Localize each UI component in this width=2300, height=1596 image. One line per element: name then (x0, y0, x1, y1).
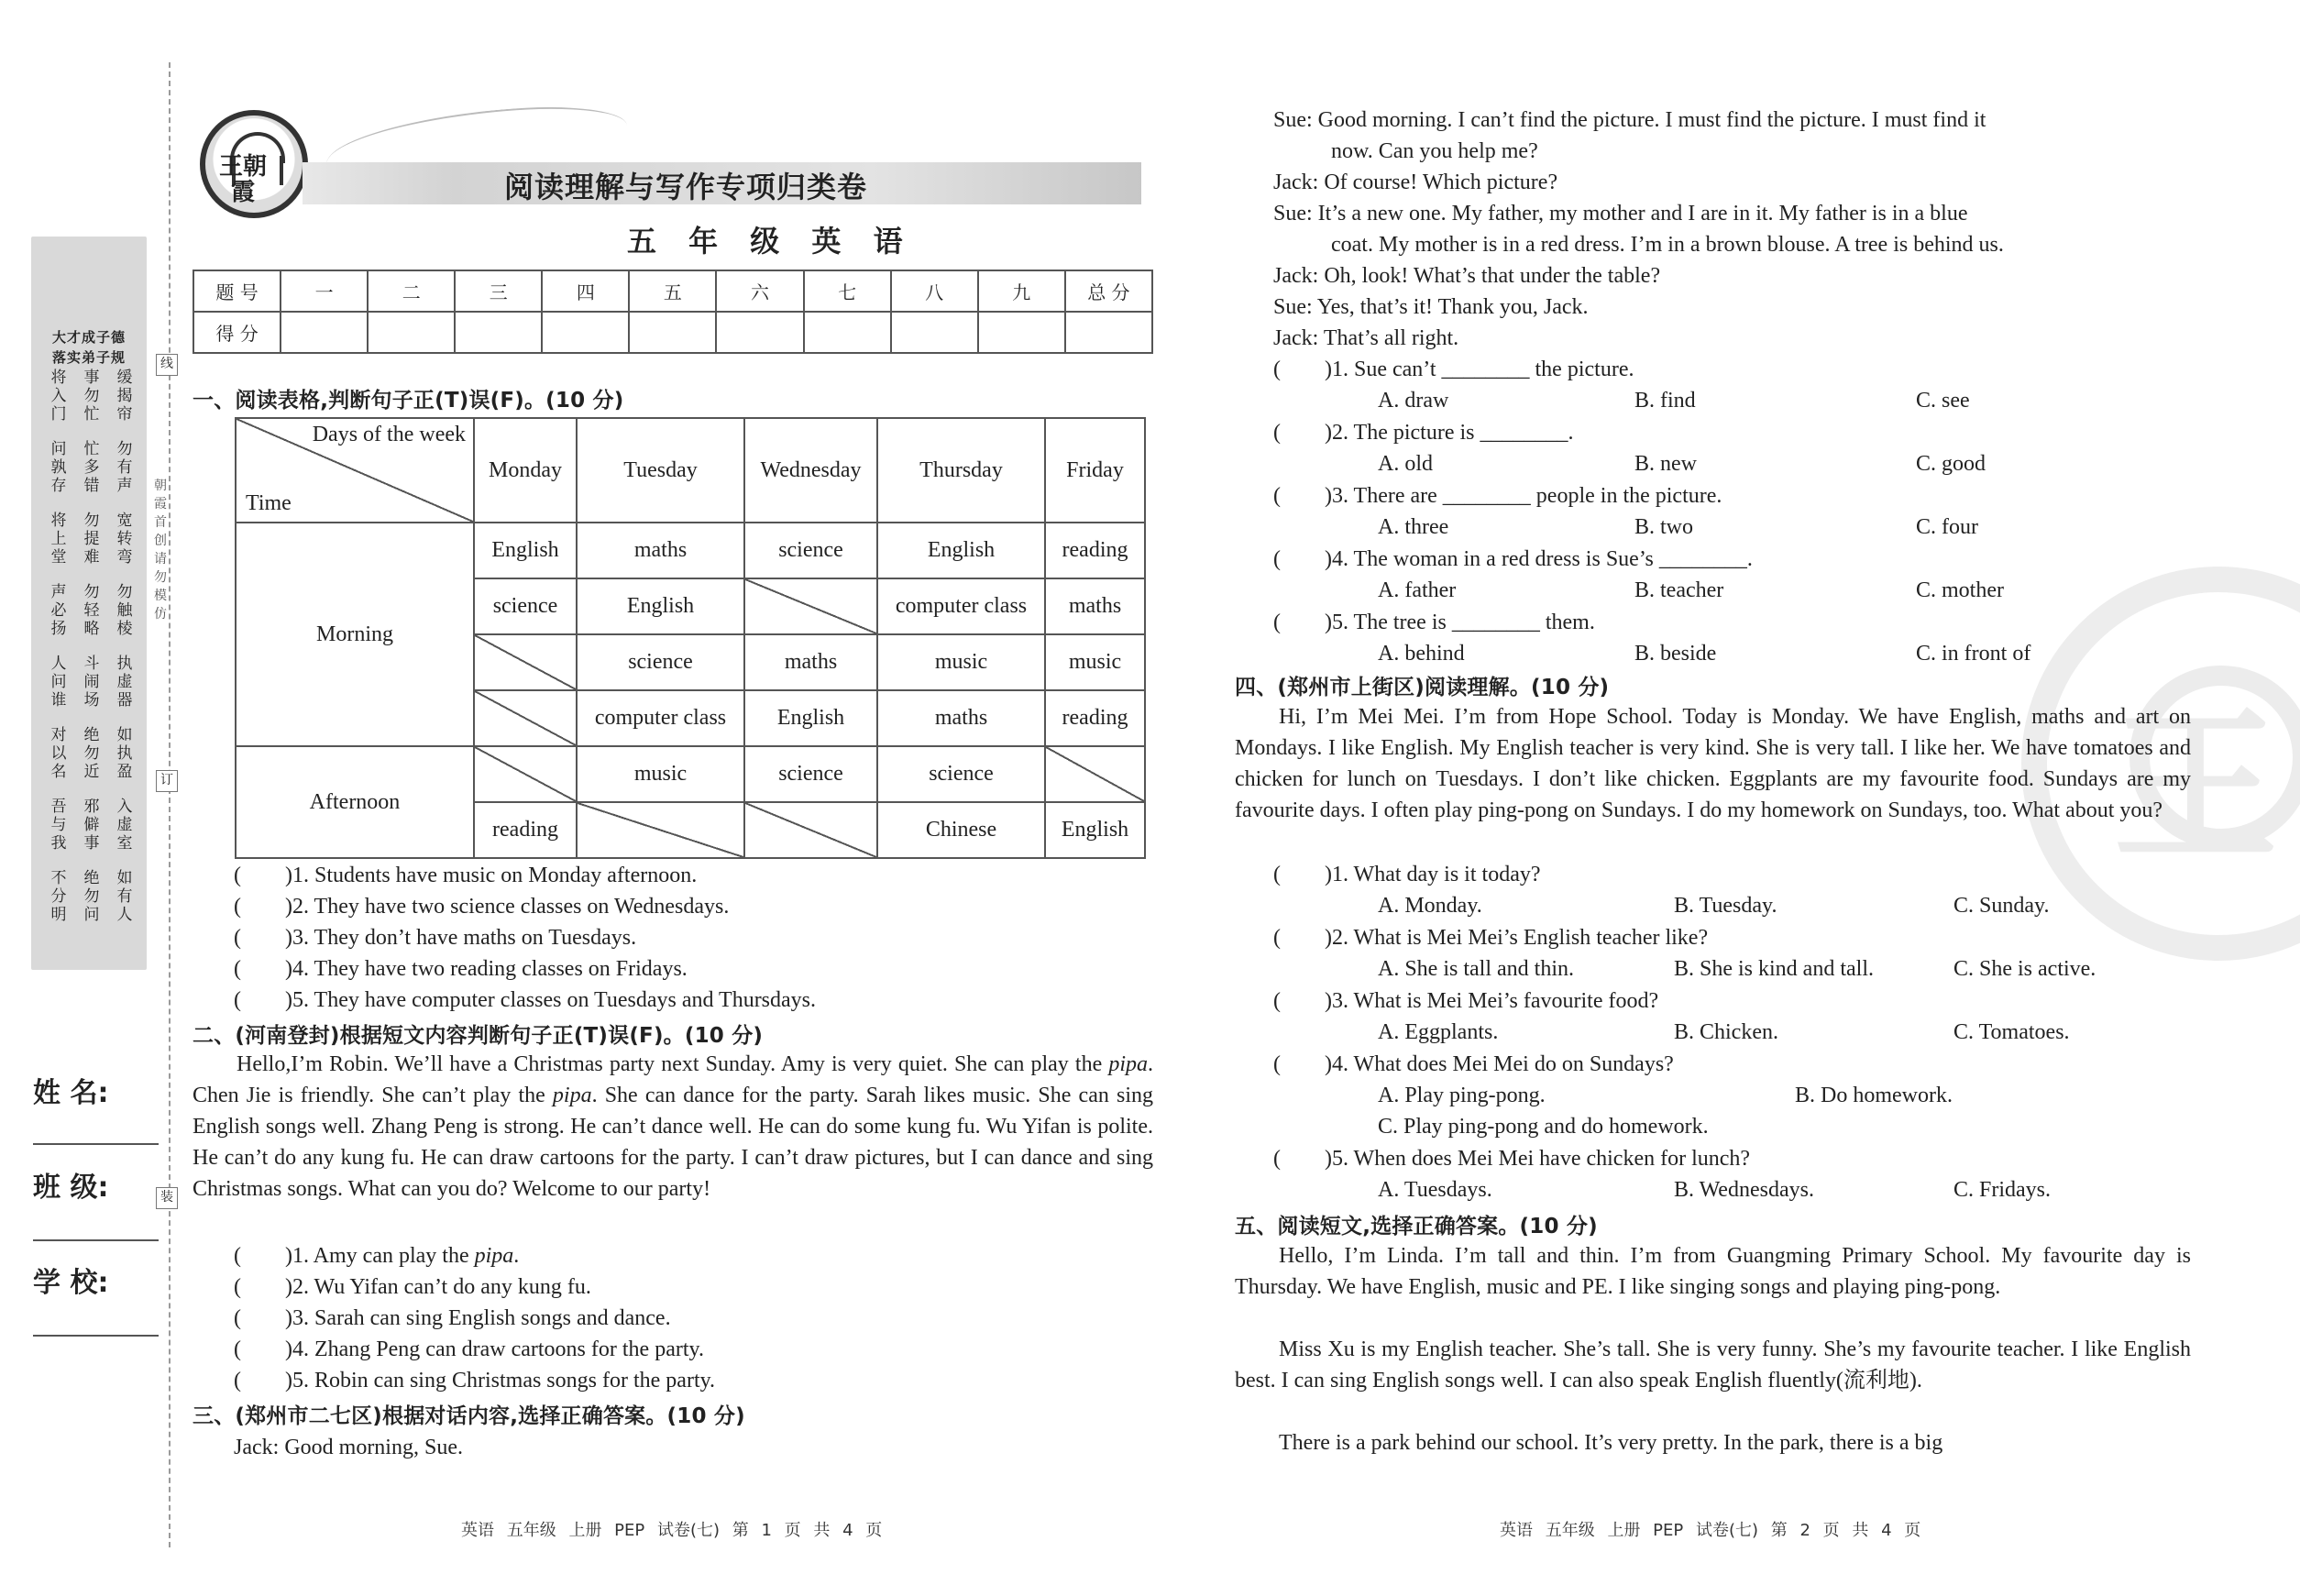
option: C. Fridays. (1953, 1178, 2052, 1202)
motto-character: 对 (50, 726, 67, 744)
motto-group (48, 798, 136, 853)
motto-character: 堂 (50, 548, 67, 567)
option: A. She is tall and thin. (1378, 957, 1574, 981)
score-column-header: 总 分 (1065, 270, 1152, 312)
option: A. Eggplants. (1378, 1020, 1499, 1044)
name-label: 姓 名: (33, 1077, 109, 1109)
motto-character: 器 (116, 691, 133, 710)
motto-character: 帘 (116, 405, 133, 424)
score-value-row (193, 312, 1152, 353)
motto-character: 存 (50, 477, 67, 495)
option: C. Play ping-pong and do homework. (1378, 1115, 1709, 1139)
motto-character: 室 (116, 834, 133, 853)
right-dialog-line-8: Jack: That’s all right. (1273, 326, 1459, 350)
section-2-title: 二、(河南登封)根据短文内容判断句子正(T)误(F)。(10 分) (193, 1024, 764, 1048)
brand-logo-text: 王朝霞 (218, 153, 267, 206)
right-dialog-line-3: Jack: Of course! Which picture? (1273, 171, 1558, 194)
motto-character: 扬 (50, 620, 67, 638)
motto-column (81, 798, 103, 853)
timetable-empty-cell (474, 634, 577, 690)
option: C. good (1916, 452, 1986, 476)
motto-title (39, 328, 138, 369)
score-cell[interactable] (978, 312, 1065, 353)
motto-column (48, 440, 70, 495)
motto-character: 与 (50, 816, 67, 834)
motto-group (48, 369, 136, 424)
school-label: 学 校: (33, 1267, 109, 1299)
option: B. teacher (1634, 578, 1724, 602)
motto-character: 难 (83, 548, 100, 567)
option: B. two (1634, 515, 1694, 539)
option: C. Tomatoes. (1953, 1020, 2070, 1044)
motto-column (114, 655, 136, 710)
name-line[interactable] (33, 1143, 159, 1145)
score-column-header: 二 (368, 270, 455, 312)
timetable-empty-cell (744, 578, 877, 634)
timetable-cell: computer class (577, 690, 744, 746)
score-cell[interactable] (629, 312, 716, 353)
timetable-cell: English (1045, 802, 1145, 858)
motto-character: 虚 (116, 816, 133, 834)
score-cell[interactable] (804, 312, 891, 353)
motto-character: 斗 (83, 655, 100, 673)
timetable-cell: maths (744, 634, 877, 690)
section-2-paragraph-pipa-1: pipa (1108, 1052, 1148, 1076)
right-dialog-line-1: Sue: Good morning. I can’t find the picture. I must find the picture. I must find it (1273, 108, 1986, 132)
page-title: 阅读理解与写作专项归类卷 (504, 170, 868, 204)
right-dialog-line-7: Sue: Yes, that’s it! Thank you, Jack. (1273, 295, 1589, 319)
option: A. Monday. (1378, 894, 1482, 918)
binding-mark-top: 线 (156, 354, 178, 376)
score-header-row (193, 270, 1152, 312)
option: A. Play ping-pong. (1378, 1084, 1546, 1107)
timetable-morning-label: Morning (236, 523, 474, 746)
section-4-question-5: ( )5. When does Mei Mei have chicken for lunch? (1273, 1147, 1751, 1171)
timetable-cell: reading (474, 802, 577, 858)
option: C. She is active. (1953, 957, 2096, 981)
left-footer: 英语 五年级 上册 PEP 试卷(七) 第 1 页 共 4 页 (461, 1521, 883, 1540)
watermark-text: 王 (2113, 692, 2279, 884)
motto-character: 闹 (83, 673, 100, 691)
option: A. Tuesdays. (1378, 1178, 1492, 1202)
section-1-title: 一、阅读表格,判断句子正(T)误(F)。(10 分) (193, 389, 624, 413)
motto-column (81, 869, 103, 924)
motto-character: 执 (116, 744, 133, 763)
motto-character: 不 (50, 869, 67, 887)
option: B. Do homework. (1795, 1084, 1953, 1107)
section-3-title: 三、(郑州市二七区)根据对话内容,选择正确答案。(10 分) (193, 1404, 745, 1428)
timetable-cell: reading (1045, 523, 1145, 578)
motto-column (48, 726, 70, 781)
section-3-question-2-options (1378, 448, 2203, 479)
class-label: 班 级: (33, 1172, 109, 1204)
copy-note (151, 477, 170, 623)
timetable-empty-cell (744, 802, 877, 858)
motto-column (114, 726, 136, 781)
motto-character: 明 (50, 906, 67, 924)
option: B. find (1634, 389, 1696, 413)
section-4-question-3-options (1378, 1017, 2203, 1048)
motto-column (114, 869, 136, 924)
motto-character: 提 (83, 530, 100, 548)
section-2-paragraph-pipa-2: pipa (552, 1084, 592, 1107)
score-cell[interactable] (716, 312, 803, 353)
motto-character: 僻 (83, 816, 100, 834)
option: B. new (1634, 452, 1697, 476)
section-5-paragraph-1: Hello, I’m Linda. I’m tall and thin. I’m from Guangming Primary School. My favourite day is Thursday. We have English, music and PE. I like singing songs and playing ping-pong. (1235, 1244, 2191, 1299)
score-row-label: 得 分 (193, 312, 281, 353)
motto-character: 勿 (116, 583, 133, 601)
motto-column (48, 512, 70, 567)
section-3-dialog-line-1: Jack: Good morning, Sue. (234, 1436, 463, 1459)
score-cell[interactable] (281, 312, 368, 353)
motto-group (48, 655, 136, 710)
score-column-header: 一 (281, 270, 368, 312)
motto-title-line1: 大才成子德 (51, 330, 126, 346)
option: C. in front of (1916, 642, 2031, 666)
motto-character: 触 (116, 601, 133, 620)
timetable-day-thursday: Thursday (877, 418, 1045, 523)
section-2-paragraph (193, 1049, 1153, 1205)
section-2-question-1-period: . (513, 1244, 520, 1268)
timetable (235, 417, 1146, 859)
section-4-question-1: ( )1. What day is it today? (1273, 863, 1541, 886)
motto-character: 邪 (83, 798, 100, 816)
timetable-corner-top: Days of the week (312, 423, 466, 446)
motto-character: 勿 (83, 387, 100, 405)
section-2-paragraph-part-5: . She can dance for the party. Sarah likes music. She can sing English songs well. Zhang Peng is strong. He can’t dance well. He can do some kung fu. Wu Yifan is polite. He can’t do any kung fu. He can draw cartoons for the party. I can’t draw pictures, but I can dance and sing Christmas songs. What can you do? Welcome to our party! (193, 1084, 1153, 1201)
option: A. three (1378, 515, 1449, 539)
option: B. Chicken. (1674, 1020, 1778, 1044)
timetable-cell: Chinese (877, 802, 1045, 858)
score-cell[interactable] (455, 312, 542, 353)
motto-character: 问 (50, 440, 67, 458)
motto-column (114, 583, 136, 638)
section-1-question-5: ( )5. They have computer classes on Tuesdays and Thursdays. (234, 988, 817, 1012)
timetable-day-friday: Friday (1045, 418, 1145, 523)
copy-note-text: 朝霞首创请勿模仿 (154, 479, 167, 622)
motto-column (48, 798, 70, 853)
page-header (193, 101, 1155, 270)
score-column-header: 八 (891, 270, 978, 312)
option: B. Wednesdays. (1674, 1178, 1814, 1202)
section-4-question-4-options (1378, 1080, 2203, 1142)
timetable-cell: maths (1045, 578, 1145, 634)
score-column-header: 四 (542, 270, 629, 312)
motto-column (114, 440, 136, 495)
section-5-paragraph-2: Miss Xu is my English teacher. She’s tall. She is very funny. She’s my favourite teacher. I like English best. I can sing English songs well. I can also speak English fluently(流利地). (1235, 1337, 2191, 1392)
motto-character: 问 (83, 906, 100, 924)
motto-character: 揭 (116, 387, 133, 405)
option: B. Tuesday. (1674, 894, 1777, 918)
motto-character: 执 (116, 655, 133, 673)
motto-character: 事 (83, 369, 100, 387)
motto-character: 事 (83, 834, 100, 853)
section-4-question-3: ( )3. What is Mei Mei’s favourite food? (1273, 989, 1659, 1013)
motto-column (114, 369, 136, 424)
motto-character: 问 (50, 673, 67, 691)
timetable-cell: maths (877, 690, 1045, 746)
motto-character: 弯 (116, 548, 133, 567)
school-line[interactable] (33, 1335, 159, 1337)
timetable-cell: music (577, 746, 744, 802)
motto-column (81, 655, 103, 710)
section-2-question-2: ( )2. Wu Yifan can’t do any kung fu. (234, 1275, 591, 1299)
motto-character: 如 (116, 726, 133, 744)
option: B. beside (1634, 642, 1717, 666)
section-2-question-1-pipa: pipa (474, 1244, 514, 1268)
timetable-empty-cell (474, 690, 577, 746)
section-2-paragraph-part-3: . Chen Jie is friendly. She can’t play the (193, 1052, 1153, 1107)
grade-title: 五 年 级 英 语 (627, 224, 914, 259)
right-dialog-line-4: Sue: It’s a new one. My father, my mother and I are in it. My father is in a blue (1273, 202, 1968, 226)
motto-column (48, 369, 70, 424)
motto-group (48, 869, 136, 924)
right-dialog-line-5: coat. My mother is in a red dress. I’m in a brown blouse. A tree is behind us. (1331, 233, 2004, 257)
motto-character: 转 (116, 530, 133, 548)
motto-title-line2: 落实弟子规 (51, 350, 126, 366)
timetable-cell: science (877, 746, 1045, 802)
section-4-paragraph: Hi, I’m Mei Mei. I’m from Hope School. Today is Monday. We have English, maths and art on Mondays. I like English. My English teacher is very kind. She is very tall. I like her. We have tomatoes and chicken for lunch on Tuesdays. I don’t like chicken. Eggplants are my favourite food. Sundays are my favourite days. I often play ping-pong on Sundays. I do my homework on Sundays, too. What about you? (1235, 705, 2191, 822)
timetable-cell: science (474, 578, 577, 634)
option: C. mother (1916, 578, 2004, 602)
motto-column (114, 512, 136, 567)
motto-character: 棱 (116, 620, 133, 638)
section-2-paragraph-part-1: Hello,I’m Robin. We’ll have a Christmas party next Sunday. Amy is very quiet. She can play the (237, 1052, 1109, 1076)
motto-character: 人 (50, 655, 67, 673)
section-1-question-1: ( )1. Students have music on Monday afternoon. (234, 864, 698, 887)
motto-character: 宽 (116, 512, 133, 530)
motto-character: 门 (50, 405, 67, 424)
motto-group (48, 583, 136, 638)
motto-column (81, 369, 103, 424)
option: C. see (1916, 389, 1970, 413)
option: B. She is kind and tall. (1674, 957, 1874, 981)
motto-column (81, 512, 103, 567)
motto-character: 人 (116, 906, 133, 924)
motto-group (48, 512, 136, 567)
timetable-cell: English (474, 523, 577, 578)
motto-character: 多 (83, 458, 100, 477)
section-5-title: 五、阅读短文,选择正确答案。(10 分) (1235, 1215, 1598, 1238)
section-3-question-5-options (1378, 638, 2203, 669)
left-margin (0, 0, 170, 1596)
section-5-paragraph-3: There is a park behind our school. It’s very pretty. In the park, there is a big (1279, 1431, 1943, 1455)
timetable-cell: English (577, 578, 744, 634)
motto-character: 如 (116, 869, 133, 887)
section-3-question-2: ( )2. The picture is ________. (1273, 421, 1574, 445)
motto-character: 分 (50, 887, 67, 906)
timetable-corner-bottom: Time (246, 491, 292, 515)
class-line[interactable] (33, 1239, 159, 1241)
section-4-question-4: ( )4. What does Mei Mei do on Sundays? (1273, 1052, 1674, 1076)
motto-character: 以 (50, 744, 67, 763)
motto-character: 近 (83, 763, 100, 781)
right-footer: 英语 五年级 上册 PEP 试卷(七) 第 2 页 共 4 页 (1500, 1521, 1921, 1540)
motto-character: 勿 (116, 440, 133, 458)
section-4-question-2-options (1378, 953, 2203, 985)
motto-character: 虚 (116, 673, 133, 691)
score-column-header: 九 (978, 270, 1065, 312)
motto-column (81, 583, 103, 638)
motto-character: 有 (116, 458, 133, 477)
section-2-question-3: ( )3. Sarah can sing English songs and dance. (234, 1306, 671, 1330)
score-cell[interactable] (891, 312, 978, 353)
motto-character: 有 (116, 887, 133, 906)
score-row-label: 题 号 (193, 270, 281, 312)
section-4-title: 四、(郑州市上街区)阅读理解。(10 分) (1235, 676, 1610, 699)
binding-mark-bottom: 装 (156, 1187, 178, 1209)
motto-character: 孰 (50, 458, 67, 477)
motto-character: 缓 (116, 369, 133, 387)
motto-character: 忙 (83, 440, 100, 458)
motto-character: 勿 (83, 512, 100, 530)
binding-mark-middle: 订 (156, 770, 178, 792)
timetable-corner-cell (236, 418, 474, 523)
score-table (193, 270, 1153, 354)
timetable-cell: English (744, 690, 877, 746)
motto-character: 勿 (83, 583, 100, 601)
section-4-question-1-options (1378, 890, 2203, 921)
right-dialog-line-6: Jack: Oh, look! What’s that under the table? (1273, 264, 1661, 288)
motto-character: 吾 (50, 798, 67, 816)
timetable-day-monday: Monday (474, 418, 577, 523)
timetable-day-wednesday: Wednesday (744, 418, 877, 523)
timetable-empty-cell (1045, 746, 1145, 802)
option: C. four (1916, 515, 1978, 539)
score-column-header: 七 (804, 270, 891, 312)
motto-character: 我 (50, 834, 67, 853)
section-2-question-1-text: ( )1. Amy can play the (234, 1244, 475, 1268)
section-2-question-4: ( )4. Zhang Peng can draw cartoons for the party. (234, 1337, 704, 1361)
motto-character: 必 (50, 601, 67, 620)
timetable-afternoon-label: Afternoon (236, 746, 474, 858)
score-cell[interactable] (542, 312, 629, 353)
timetable-cell: science (744, 746, 877, 802)
option: C. Sunday. (1953, 894, 2050, 918)
timetable-cell: reading (1045, 690, 1145, 746)
score-cell[interactable] (1065, 312, 1152, 353)
motto-character: 绝 (83, 726, 100, 744)
motto-character: 声 (116, 477, 133, 495)
section-1-question-2: ( )2. They have two science classes on Wednesdays. (234, 895, 730, 919)
motto-character: 名 (50, 763, 67, 781)
motto-group (48, 440, 136, 495)
motto-character: 略 (83, 620, 100, 638)
section-3-question-1: ( )1. Sue can’t ________ the picture. (1273, 358, 1634, 381)
section-3-question-4-options (1378, 575, 2203, 606)
section-1-question-4: ( )4. They have two reading classes on Fridays. (234, 957, 688, 981)
motto-character: 忙 (83, 405, 100, 424)
timetable-cell: computer class (877, 578, 1045, 634)
score-column-header: 三 (455, 270, 542, 312)
timetable-cell: science (744, 523, 877, 578)
section-3-question-1-options (1378, 385, 2203, 416)
section-3-question-4: ( )4. The woman in a red dress is Sue’s ________. (1273, 547, 1753, 571)
motto-character: 绝 (83, 869, 100, 887)
section-2-question-1 (234, 1240, 519, 1271)
motto-column (81, 726, 103, 781)
option: A. old (1378, 452, 1433, 476)
binding-line (169, 62, 171, 1547)
motto-column (48, 869, 70, 924)
option: A. draw (1378, 389, 1449, 413)
right-dialog-line-2: now. Can you help me? (1331, 139, 1538, 163)
timetable-day-tuesday: Tuesday (577, 418, 744, 523)
timetable-cell: maths (577, 523, 744, 578)
motto-character: 上 (50, 530, 67, 548)
motto-character: 勿 (83, 887, 100, 906)
motto-character: 轻 (83, 601, 100, 620)
score-column-header: 六 (716, 270, 803, 312)
option: A. father (1378, 578, 1457, 602)
motto-character: 谁 (50, 691, 67, 710)
section-2-question-5: ( )5. Robin can sing Christmas songs for the party. (234, 1369, 716, 1392)
timetable-cell: music (877, 634, 1045, 690)
motto-group (48, 726, 136, 781)
section-3-question-5: ( )5. The tree is ________ them. (1273, 611, 1595, 634)
motto-character: 将 (50, 369, 67, 387)
motto-character: 入 (50, 387, 67, 405)
motto-character: 盈 (116, 763, 133, 781)
motto-character: 场 (83, 691, 100, 710)
motto-character: 勿 (83, 744, 100, 763)
timetable-empty-cell (474, 746, 577, 802)
motto-character: 入 (116, 798, 133, 816)
score-column-header: 五 (629, 270, 716, 312)
section-3-question-3: ( )3. There are ________ people in the picture. (1273, 484, 1722, 508)
motto-column (114, 798, 136, 853)
motto-character: 错 (83, 477, 100, 495)
section-3-question-3-options (1378, 512, 2203, 543)
timetable-cell: music (1045, 634, 1145, 690)
section-1-question-3: ( )3. They don’t have maths on Tuesdays. (234, 926, 637, 950)
score-cell[interactable] (368, 312, 455, 353)
motto-column (81, 440, 103, 495)
motto-column (48, 655, 70, 710)
motto-character: 将 (50, 512, 67, 530)
motto-character: 声 (50, 583, 67, 601)
timetable-cell: English (877, 523, 1045, 578)
timetable-cell: science (577, 634, 744, 690)
section-4-question-2: ( )2. What is Mei Mei’s English teacher like? (1273, 926, 1709, 950)
section-4-question-5-options (1378, 1174, 2203, 1205)
option: A. behind (1378, 642, 1465, 666)
motto-column (48, 583, 70, 638)
motto-columns (48, 369, 136, 946)
timetable-empty-cell (577, 802, 744, 858)
